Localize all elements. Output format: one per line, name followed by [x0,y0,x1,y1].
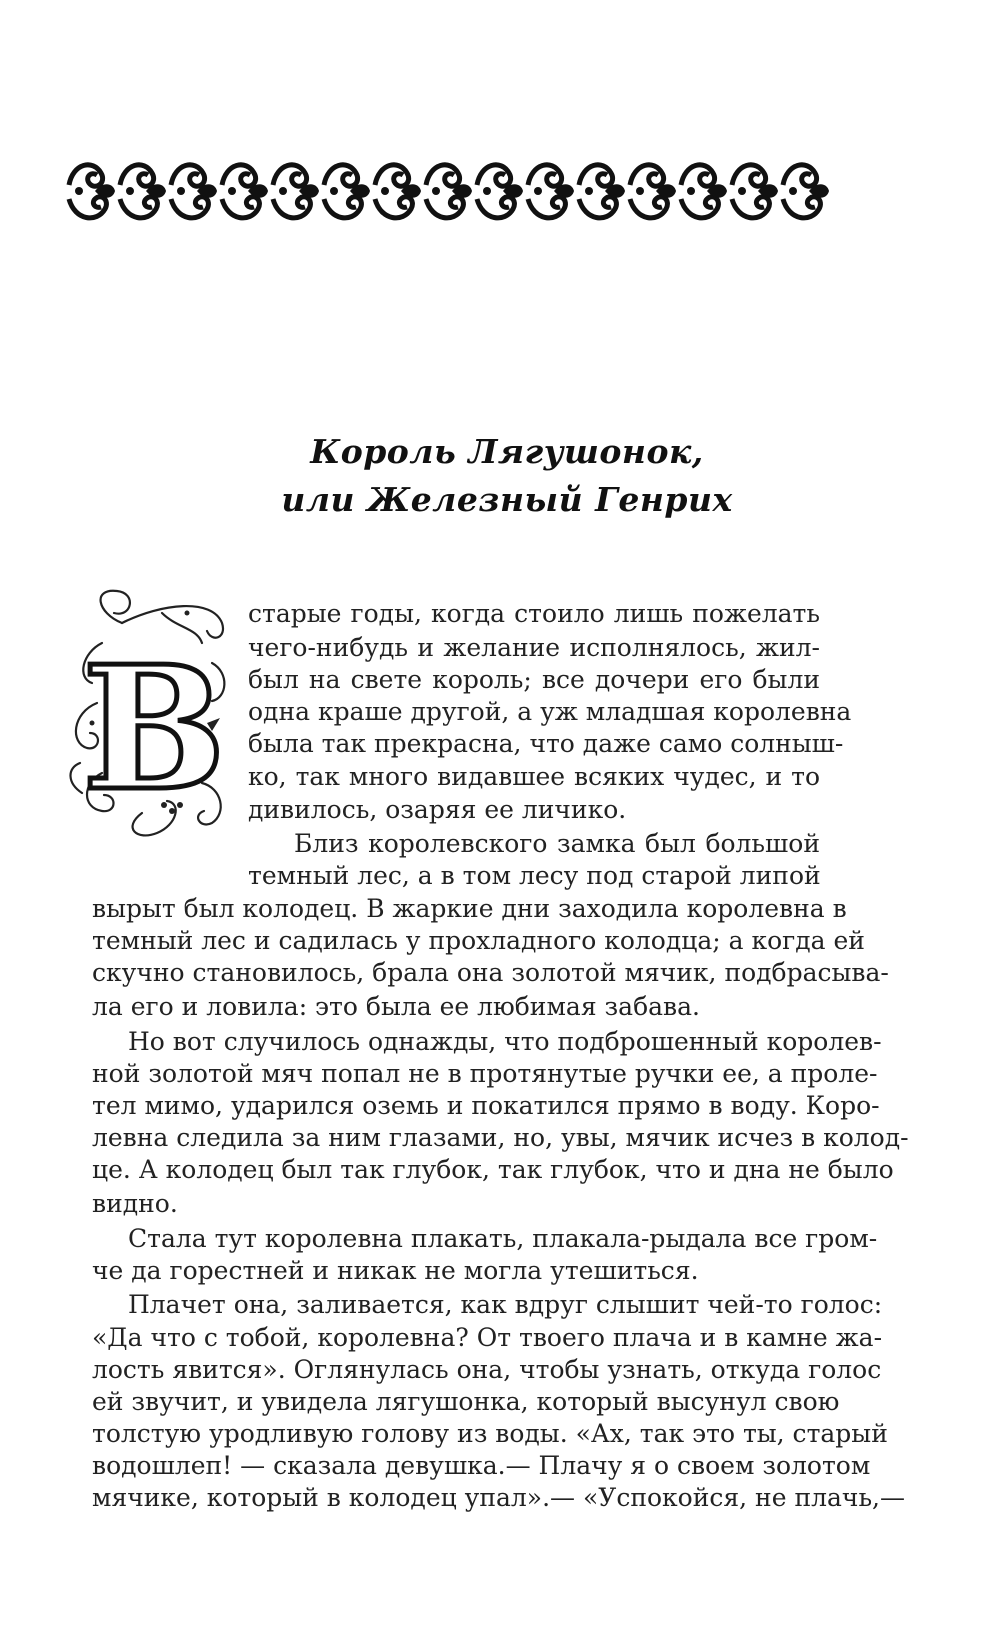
ornament-flourish [579,165,625,218]
text-line: видно. [92,1189,178,1218]
text-line: темный лес и садилась у прохладного колодца; а когда ей [92,926,865,955]
text-line: левна следила за ним глазами, но, увы, мячик исчез в колод- [92,1123,909,1152]
ornament-flourish [426,165,472,218]
text-line: дивилось, озаряя ее личико. [248,795,627,824]
ornament-flourish [69,165,115,218]
text-line: мячике, который в колодец упал».— «Успокойся, не плачь,— [92,1483,906,1512]
ornament-flourish [732,165,778,218]
text-line: тел мимо, ударился оземь и покатился прямо в воду. Коро- [92,1091,880,1120]
ornament-flourish [783,165,829,218]
ornament-flourish [528,165,574,218]
dropcap-letter: В [82,629,226,829]
text-line: водошлеп! — сказала девушка.— Плачу я о своем золотом [92,1451,871,1480]
text-line: Близ королевского замка был большой [294,829,820,858]
ornament-flourish [120,165,166,218]
text-line: была так прекрасна, что даже само солныш- [248,729,844,758]
ornament-flourish [477,165,523,218]
text-line: це. А колодец был так глубок, так глубок, что и дна не было [92,1155,894,1184]
text-line: ко, так много видавшее всяких чудес, и то [248,762,820,791]
decorative-dropcap [62,583,230,843]
text-line: был на свете король; все дочери его были [248,665,820,694]
ornament-flourish [222,165,268,218]
text-line: че да горестней и никак не могла утешиться. [92,1256,699,1285]
text-line: чего-нибудь и желание исполнялось, жил- [248,633,820,662]
ornament-flourish [630,165,676,218]
text-line: Но вот случилось однажды, что подброшенный королев- [128,1027,882,1056]
ornament-flourish [171,165,217,218]
text-line: одна краше другой, а уж младшая королевна [248,697,852,726]
text-line: ной золотой мяч попал не в протянутые ручки ее, а проле- [92,1059,878,1088]
text-line: Стала тут королевна плакать, плакала-рыдала все гром- [128,1224,878,1253]
text-line: ла его и ловила: это была ее любимая забава. [92,992,700,1021]
dropcap-swirl [101,591,130,623]
dropcap-swirl [70,763,82,793]
ornament-flourish [273,165,319,218]
title-line-1: Король Лягушонок, [310,432,704,471]
title-line-2: или Железный Генрих [281,480,733,519]
text-line: ей звучит, и увидела лягушонка, который высунул свою [92,1387,840,1416]
chapter-title [0,428,1000,524]
text-line: скучно становилось, брала она золотой мячик, подбрасыва- [92,958,889,987]
text-line: толстую уродливую голову из воды. «Ах, так это ты, старый [92,1419,888,1448]
ornament-flourish [324,165,370,218]
ornament-flourish [375,165,421,218]
ornament-flourish [681,165,727,218]
text-line: Плачет она, заливается, как вдруг слышит чей-то голос: [128,1290,883,1319]
ornamental-border-band [65,155,830,227]
text-line: старые годы, когда стоило лишь пожелать [248,599,820,628]
text-line: лость явится». Оглянулась она, чтобы узнать, откуда голос [92,1355,882,1384]
text-line: темный лес, а в том лесу под старой липой [248,861,821,890]
text-line: вырыт был колодец. В жаркие дни заходила королевна в [92,894,847,923]
text-line: «Да что с тобой, королевна? От твоего плача и в камне жа- [92,1323,883,1352]
